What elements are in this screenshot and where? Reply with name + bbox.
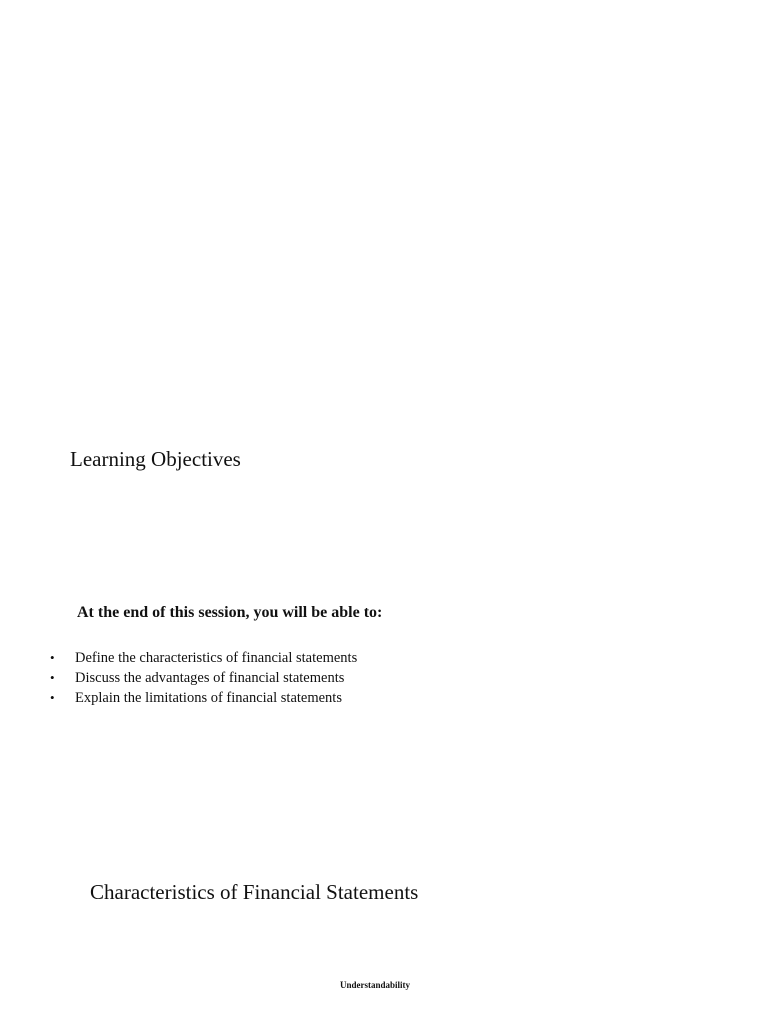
objective-text: Define the characteristics of financial statements [75,650,358,666]
bullet-icon: • [50,650,55,665]
characteristics-heading: Characteristics of Financial Statements [90,880,419,904]
objective-text: Explain the limitations of financial statements [75,690,342,706]
list-item [50,688,357,708]
list-item [50,668,357,688]
list-item [50,648,357,668]
learning-objectives-heading: Learning Objectives [70,447,241,471]
bullet-icon: • [50,670,55,685]
understandability-subheading: Understandability [340,980,411,990]
objective-text: Discuss the advantages of financial statements [75,670,345,686]
objectives-list [50,648,357,708]
bullet-icon: • [50,690,55,705]
session-intro-text: At the end of this session, you will be able to: [77,604,383,621]
